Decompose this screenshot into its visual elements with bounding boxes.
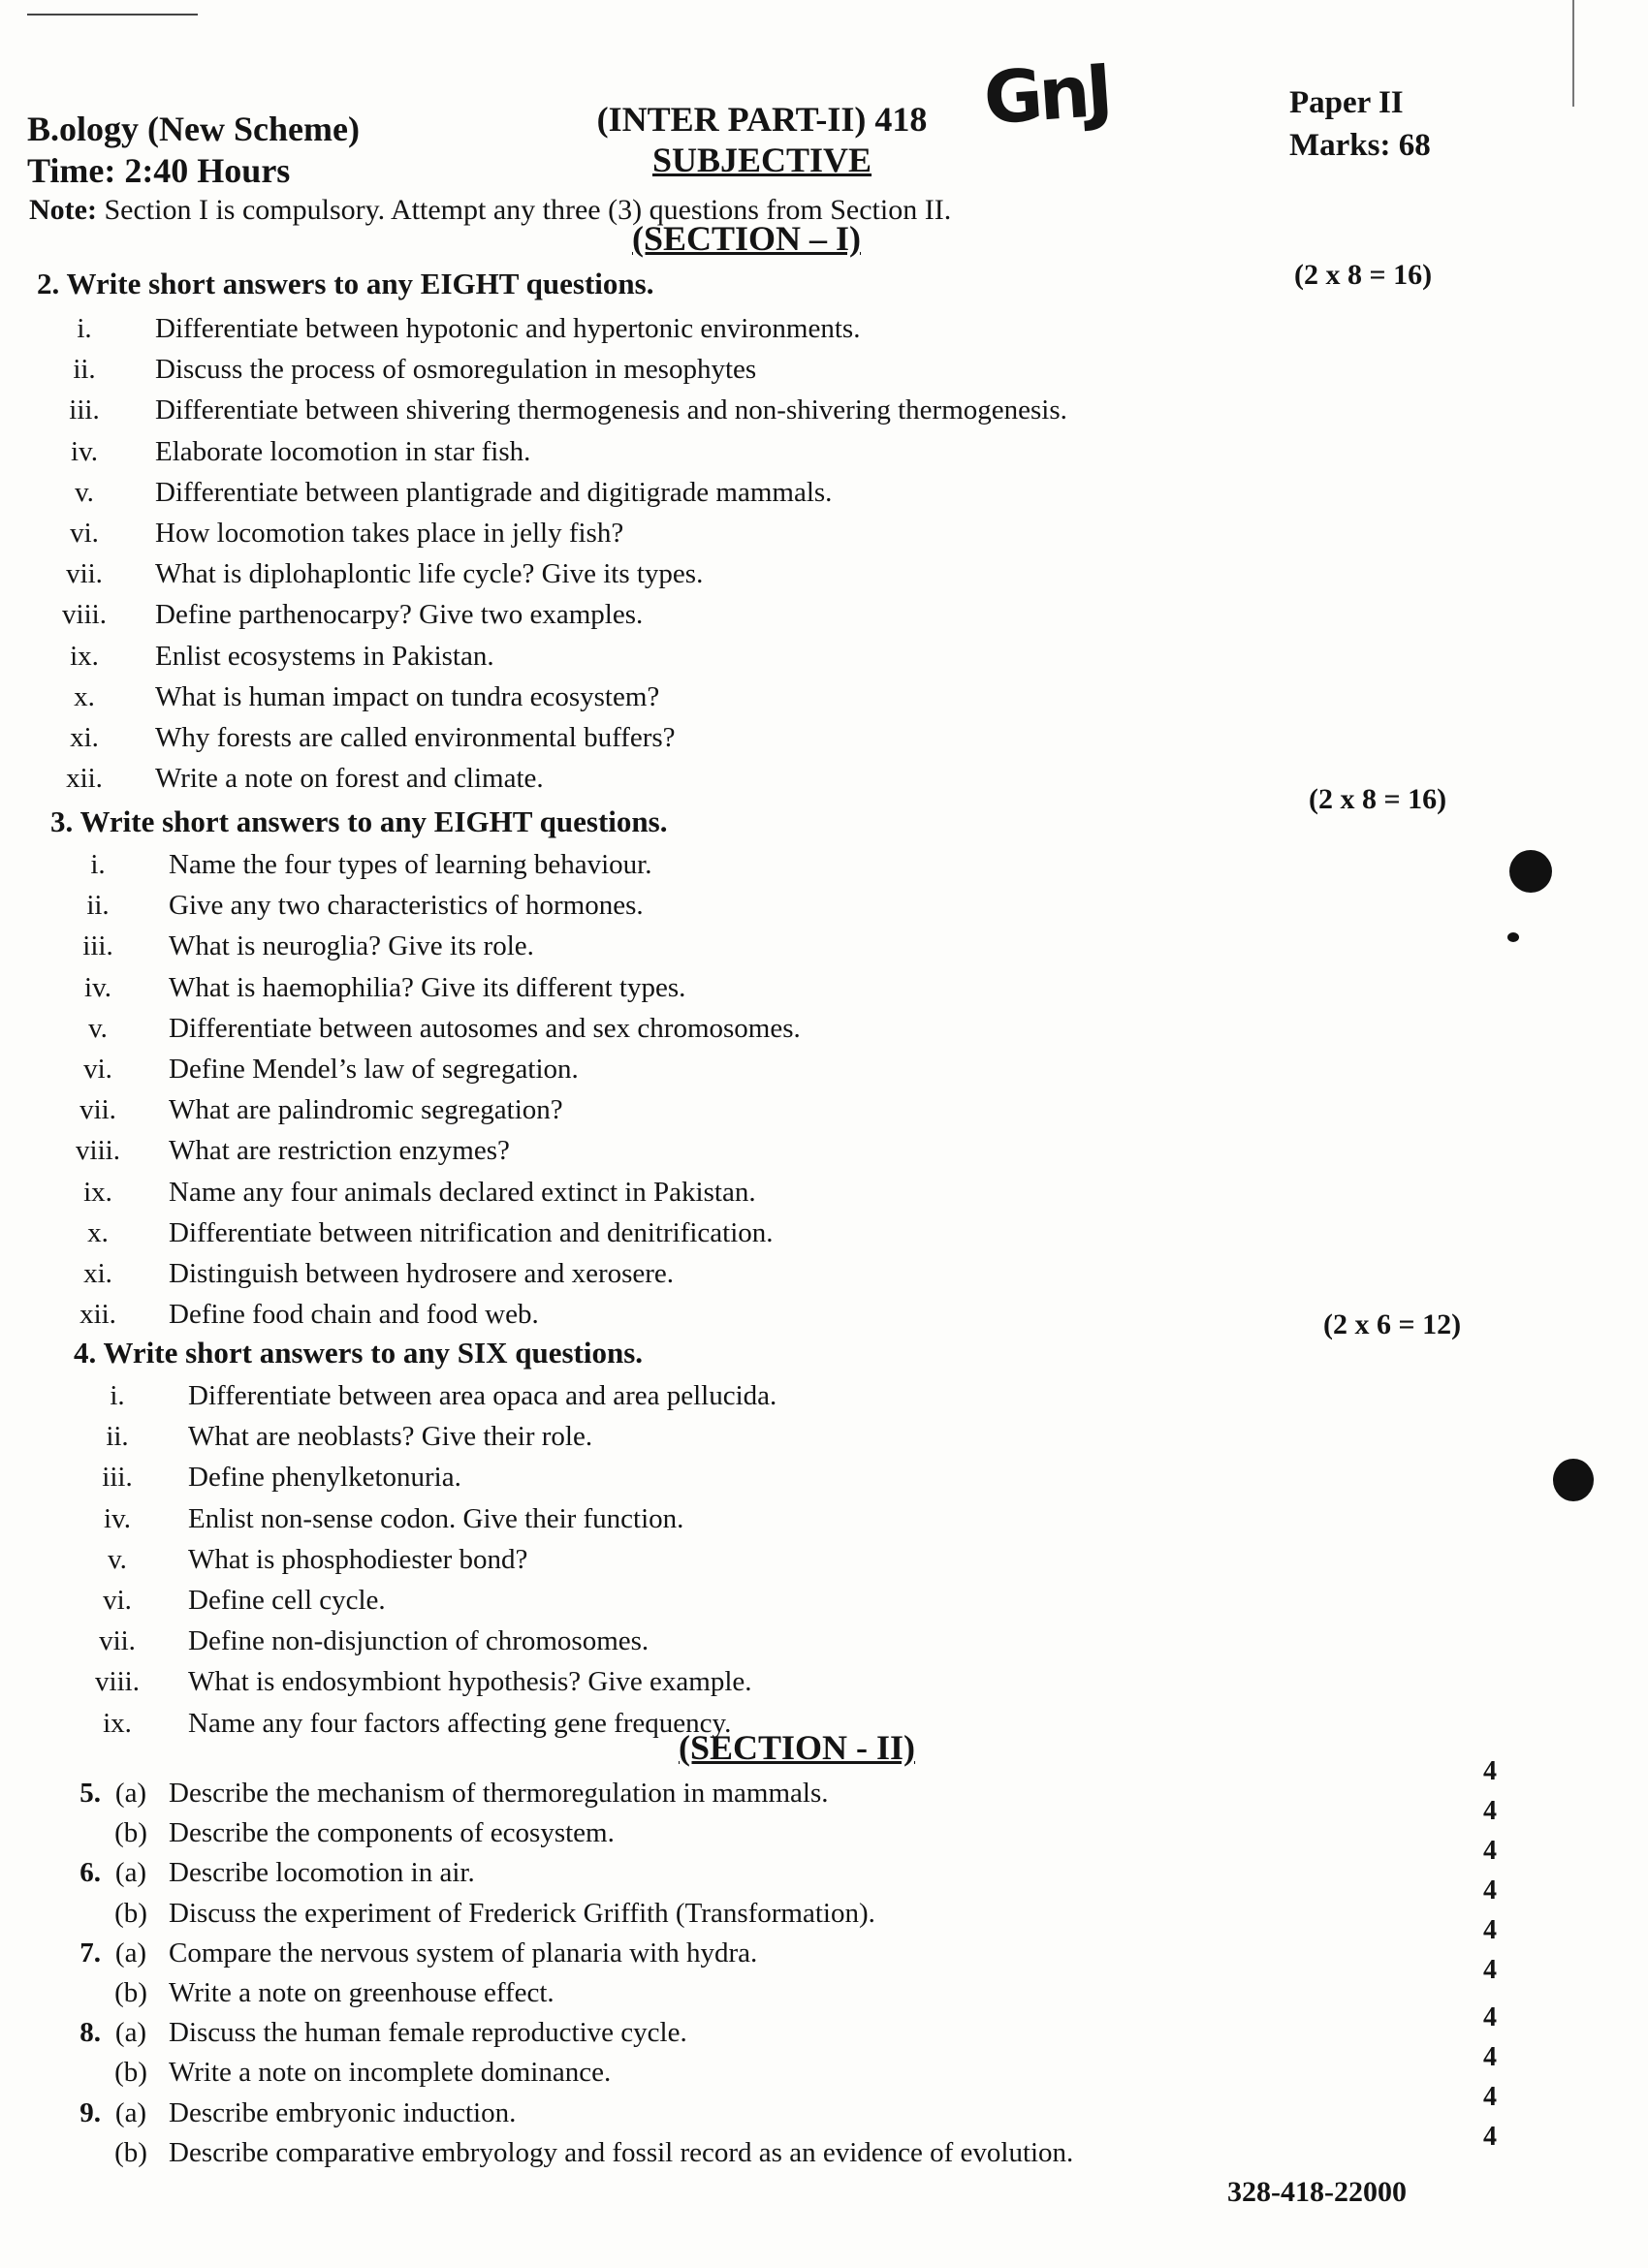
row-marks: 4	[1483, 1836, 1497, 1866]
item-text: Name any four animals declared extinct in Pakistan.	[169, 1176, 756, 1208]
question-part: (b)	[114, 1897, 147, 1929]
item-text: Define cell cycle.	[188, 1584, 386, 1616]
list-item	[83, 1666, 1441, 1707]
item-text: What is haemophilia? Give its different types.	[169, 971, 686, 1003]
item-number: xi.	[83, 1257, 112, 1289]
list-item	[83, 1380, 1441, 1421]
item-number: v.	[75, 476, 94, 508]
question-text: Describe embryonic induction.	[169, 2096, 517, 2128]
list-item	[50, 558, 1408, 599]
question-number: 5.	[79, 1778, 101, 1809]
list-item	[64, 1258, 1421, 1299]
question-part: (b)	[114, 1817, 147, 1849]
long-question-row	[47, 2137, 1404, 2177]
list-item	[64, 930, 1421, 971]
item-text: Name the four types of learning behaviour.	[169, 849, 652, 880]
long-question-row	[47, 1937, 1404, 1977]
list-item	[64, 849, 1421, 890]
list-item	[83, 1462, 1441, 1502]
item-number: i.	[90, 849, 106, 880]
item-text: What are restriction enzymes?	[169, 1135, 510, 1167]
item-text: What is neuroglia? Give its role.	[169, 930, 534, 962]
item-text: Define phenylketonuria.	[188, 1462, 461, 1494]
item-number: iv.	[84, 971, 111, 1003]
time-allowed: Time: 2:40 Hours	[27, 151, 291, 190]
section-2-questions	[47, 1778, 1404, 2177]
row-marks: 4	[1483, 1875, 1497, 1906]
item-number: xii.	[66, 763, 103, 795]
list-item	[50, 477, 1408, 518]
item-text: Enlist ecosystems in Pakistan.	[155, 640, 494, 672]
item-number: vii.	[79, 1094, 116, 1126]
question-text: Describe comparative embryology and fossil record as an evidence of evolution.	[169, 2136, 1074, 2168]
item-number: ii.	[106, 1421, 129, 1453]
row-marks: 4	[1483, 2002, 1497, 2032]
long-question-row	[47, 1898, 1404, 1937]
list-item	[83, 1503, 1441, 1544]
item-text: Define non-disjunction of chromosomes.	[188, 1625, 650, 1657]
item-text: Define Mendel’s law of segregation.	[169, 1053, 579, 1085]
list-item	[64, 890, 1421, 930]
list-item	[83, 1585, 1441, 1625]
item-text: What is diplohaplontic life cycle? Give its types.	[155, 558, 704, 590]
item-text: Differentiate between nitrification and denitrification.	[169, 1216, 774, 1248]
item-text: Name any four factors affecting gene frequency.	[188, 1707, 732, 1739]
item-text: Give any two characteristics of hormones.	[169, 890, 644, 922]
item-number: iii.	[102, 1462, 133, 1494]
list-item	[83, 1544, 1441, 1585]
item-text: What is phosphodiester bond?	[188, 1543, 528, 1575]
item-text: Elaborate locomotion in star fish.	[155, 435, 531, 467]
item-number: ix.	[70, 640, 99, 672]
top-rule	[27, 14, 198, 16]
list-item	[64, 1177, 1421, 1217]
item-number: ix.	[83, 1176, 112, 1208]
question-part: (a)	[114, 1857, 147, 1889]
list-item	[50, 681, 1408, 722]
item-text: Why forests are called environmental buffers?	[155, 721, 676, 753]
item-text: What is endosymbiont hypothesis? Give example.	[188, 1666, 752, 1698]
long-question-row	[47, 2017, 1404, 2057]
list-item	[83, 1625, 1441, 1666]
item-number: viii.	[76, 1135, 120, 1167]
item-text: How locomotion takes place in jelly fish?	[155, 517, 624, 549]
question-text: Describe the mechanism of thermoregulation in mammals.	[169, 1778, 829, 1809]
question-part: (a)	[114, 2096, 147, 2128]
ink-blot	[1553, 1459, 1594, 1501]
list-item	[50, 354, 1408, 394]
item-number: i.	[77, 313, 92, 344]
handwritten-mark: GnJ	[981, 48, 1112, 142]
paper-number: Paper II	[1289, 85, 1404, 120]
row-marks: 4	[1483, 2122, 1497, 2152]
item-number: iv.	[71, 435, 98, 467]
row-marks: 4	[1483, 1756, 1497, 1786]
long-question-row	[47, 2097, 1404, 2137]
question-text: Describe locomotion in air.	[169, 1857, 475, 1889]
long-question-row	[47, 1857, 1404, 1897]
list-item	[50, 763, 1408, 803]
list-item	[50, 313, 1408, 354]
item-text: What is human impact on tundra ecosystem?	[155, 680, 660, 712]
question-number: 7.	[79, 1937, 101, 1969]
item-text: Differentiate between shivering thermogenesis and non-shivering thermogenesis.	[155, 394, 1067, 426]
item-number: x.	[87, 1216, 109, 1248]
question-items	[83, 1380, 1441, 1748]
note-label: Note:	[29, 194, 97, 226]
long-question-row	[47, 2057, 1404, 2096]
item-text: Distinguish between hydrosere and xerosere.	[169, 1257, 675, 1289]
long-question-row	[47, 1817, 1404, 1857]
item-text: Write a note on forest and climate.	[155, 763, 544, 795]
exam-type: SUBJECTIVE	[651, 141, 872, 179]
list-item	[50, 518, 1408, 558]
paper-code: 328-418-22000	[1227, 2176, 1407, 2208]
question-text: Write a note on greenhouse effect.	[169, 1976, 555, 2008]
row-marks: 4	[1483, 1955, 1497, 1985]
section-2-title: (SECTION - II)	[678, 1728, 916, 1767]
item-text: Differentiate between plantigrade and digitigrade mammals.	[155, 476, 833, 508]
question-text: Compare the nervous system of planaria with hydra.	[169, 1937, 758, 1969]
item-number: viii.	[62, 599, 107, 631]
item-number: x.	[74, 680, 95, 712]
question-part: (b)	[114, 2057, 147, 2089]
item-number: iii.	[69, 394, 100, 426]
question-marks: (2 x 8 = 16)	[1294, 259, 1433, 291]
item-number: iii.	[82, 930, 113, 962]
row-marks: 4	[1483, 2042, 1497, 2072]
ink-blot	[1509, 850, 1552, 893]
row-marks: 4	[1483, 1796, 1497, 1826]
question-part: (b)	[114, 2136, 147, 2168]
question-number: 8.	[79, 2017, 101, 2049]
item-number: vii.	[99, 1625, 136, 1657]
question-text: Discuss the experiment of Frederick Griffith (Transformation).	[169, 1897, 875, 1929]
item-number: vi.	[70, 517, 99, 549]
item-number: ix.	[103, 1707, 132, 1739]
list-item	[83, 1421, 1441, 1462]
question-text: Describe the components of ecosystem.	[169, 1817, 615, 1849]
item-number: xi.	[70, 721, 99, 753]
question-items	[64, 849, 1421, 1339]
list-item	[64, 1217, 1421, 1258]
question-text: Write a note on incomplete dominance.	[169, 2057, 612, 2089]
item-number: vi.	[83, 1053, 112, 1085]
item-number: viii.	[95, 1666, 140, 1698]
list-item	[64, 1135, 1421, 1176]
ink-speck	[1507, 932, 1519, 942]
item-number: iv.	[104, 1502, 131, 1534]
subject-title: B.ology (New Scheme)	[27, 110, 360, 148]
question-number: 9.	[79, 2096, 101, 2128]
item-number: i.	[110, 1380, 125, 1411]
right-edge-rule	[1572, 0, 1574, 107]
item-number: v.	[108, 1543, 127, 1575]
total-marks: Marks: 68	[1289, 128, 1431, 163]
section-1-title: (SECTION – I)	[631, 219, 862, 258]
row-marks: 4	[1483, 2082, 1497, 2112]
question-marks: (2 x 6 = 12)	[1323, 1308, 1462, 1340]
item-number: xii.	[79, 1299, 116, 1331]
question-part: (a)	[114, 1937, 147, 1969]
item-text: Differentiate between hypotonic and hypertonic environments.	[155, 313, 861, 344]
item-text: Enlist non-sense codon. Give their function.	[188, 1502, 684, 1534]
item-text: Differentiate between autosomes and sex chromosomes.	[169, 1012, 801, 1044]
question-heading: 3. Write short answers to any EIGHT questions.	[50, 804, 668, 838]
item-text: Discuss the process of osmoregulation in mesophytes	[155, 354, 757, 386]
question-part: (a)	[114, 2017, 147, 2049]
question-items	[50, 313, 1408, 803]
item-number: ii.	[86, 890, 110, 922]
list-item	[50, 599, 1408, 640]
long-question-row	[47, 1778, 1404, 1817]
item-number: vii.	[66, 558, 103, 590]
note-text: Section I is compulsory. Attempt any three (3) questions from Section II.	[104, 194, 952, 226]
question-number: 6.	[79, 1857, 101, 1889]
list-item	[50, 436, 1408, 477]
list-item	[64, 1299, 1421, 1339]
item-text: Define parthenocarpy? Give two examples.	[155, 599, 644, 631]
row-marks: 4	[1483, 1915, 1497, 1945]
question-marks: (2 x 8 = 16)	[1309, 783, 1447, 815]
item-number: v.	[88, 1012, 108, 1044]
question-heading: 4. Write short answers to any SIX questions.	[74, 1336, 644, 1370]
item-text: What are neoblasts? Give their role.	[188, 1421, 593, 1453]
question-text: Discuss the human female reproductive cycle.	[169, 2017, 687, 2049]
question-part: (b)	[114, 1976, 147, 2008]
long-question-row	[47, 1977, 1404, 2017]
item-number: vi.	[103, 1584, 132, 1616]
list-item	[64, 1054, 1421, 1094]
list-item	[64, 1013, 1421, 1054]
list-item	[50, 394, 1408, 435]
item-text: Define food chain and food web.	[169, 1299, 539, 1331]
list-item	[50, 641, 1408, 681]
item-text: What are palindromic segregation?	[169, 1094, 563, 1126]
question-heading: 2. Write short answers to any EIGHT questions.	[37, 267, 654, 300]
item-number: ii.	[73, 354, 96, 386]
item-text: Differentiate between area opaca and area pellucida.	[188, 1380, 777, 1411]
list-item	[50, 722, 1408, 763]
list-item	[64, 972, 1421, 1013]
exam-title: (INTER PART-II) 418	[596, 100, 928, 139]
list-item	[64, 1094, 1421, 1135]
question-part: (a)	[114, 1778, 147, 1809]
